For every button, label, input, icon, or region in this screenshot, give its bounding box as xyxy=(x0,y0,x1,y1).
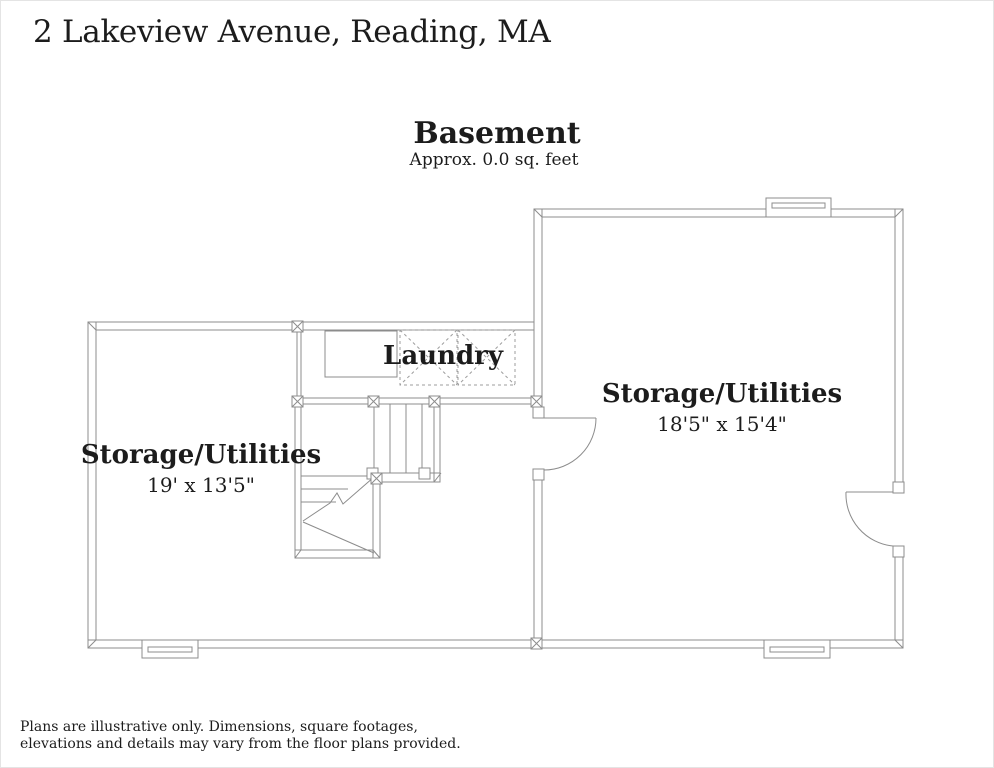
right-room-entry-door xyxy=(533,407,596,480)
floor-area-note: Approx. 0.0 sq. feet xyxy=(409,150,579,170)
right-room-name: Storage/Utilities xyxy=(601,379,843,409)
left-room-name: Storage/Utilities xyxy=(80,440,322,470)
left-room-label xyxy=(81,442,321,495)
disclaimer-text xyxy=(20,719,461,753)
right-room-label xyxy=(602,381,842,434)
disclaimer-line-2: elevations and details may vary from the floor plans provided. xyxy=(20,736,461,753)
property-address-title: 2 Lakeview Avenue, Reading, MA xyxy=(33,14,551,50)
left-room-dimensions: 19' x 13'5" xyxy=(147,473,255,497)
window-top xyxy=(766,198,831,217)
window-bottom-right xyxy=(764,640,830,658)
floor-heading: Basement xyxy=(413,116,581,151)
right-room-dimensions: 18'5" x 15'4" xyxy=(657,412,787,436)
laundry-room-label: Laundry xyxy=(383,341,503,371)
disclaimer-line-1: Plans are illustrative only. Dimensions, square footages, xyxy=(20,719,418,735)
interior-dividing-wall xyxy=(534,209,542,648)
exterior-door xyxy=(846,482,904,557)
window-bottom-left xyxy=(142,640,198,658)
